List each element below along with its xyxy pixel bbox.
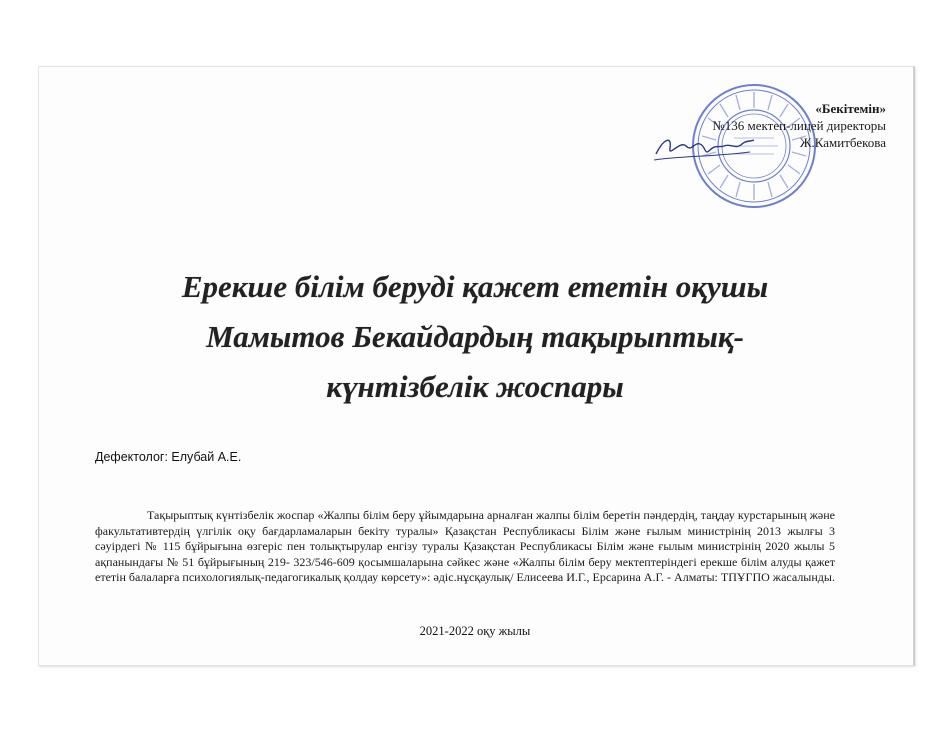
academic-year: 2021-2022 оқу жылы xyxy=(419,624,531,638)
defectologist-label: Дефектолог: Елубай А.Е. xyxy=(95,450,242,464)
title-line-1: Ерекше білім беруді қажет ететін оқушы xyxy=(181,269,769,304)
title-line-2: Мамытов Бекайдардың тақырыптық- xyxy=(206,319,744,354)
document-title xyxy=(80,262,870,412)
title-line-3: күнтізбелік жоспары xyxy=(326,369,624,404)
body-paragraph: Тақырыптық күнтізбелік жоспар «Жалпы білім беру ұйымдарына арналған жалпы білім беретін пәндердің, таңдау курстарының және факультативтердің үлгілік оқу бағдарламаларын бекіту туралы» Қазақстан Республикасы Білім және ғылым министрінің 2013 жылғы 3 сәуірдегі № 115 бұйрығына өзгеріс пен толықтырулар енгізу туралы Қазақстан Республикасы Білім және ғылым министрінің 2020 жылы 5 ақпанындағы № 51 бұйрығының 219- 323/546-609 қосымшаларына сәйкес және «Жалпы білім беру мектептеріндегі ерекше білім алуды қажет ететін балаларға психологиялық-педагогикалық қолдау көрсету»: әдіс.нұсқаулық/ Елисеева И.Г., Ерсарина А.Г. - Алматы: ТПҰГПО жасалынды. xyxy=(95,508,835,584)
approval-block xyxy=(712,100,886,151)
approval-heading: «Бекітемін» xyxy=(815,101,886,116)
approval-position: №136 мектеп-лицей директоры xyxy=(712,118,886,133)
approval-name: Ж.Камитбекова xyxy=(799,135,886,150)
